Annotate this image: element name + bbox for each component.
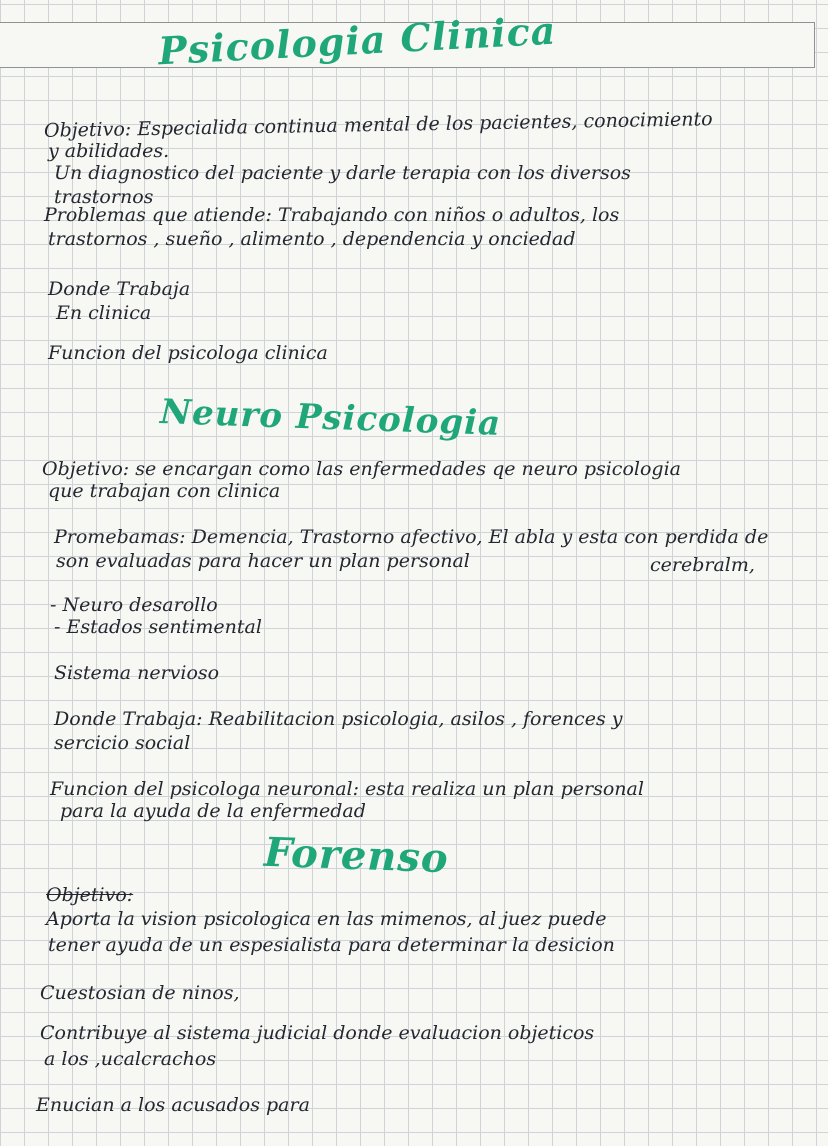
s3-objetivo: Objetivo: (46, 884, 134, 906)
s2-neuro-desarollo: - Neuro desarollo (50, 594, 218, 616)
s3-enucian: Enucian a los acusados para (36, 1094, 310, 1116)
s3-cuestosian: Cuestosian de ninos, (40, 982, 240, 1004)
s2-problemas: Promebamas: Demencia, Trastorno afectivo, El abla y esta con perdida de (54, 526, 769, 548)
s2-trabajan: que trabajan con clinica (48, 480, 281, 502)
s2-cerebral: cerebralm, (650, 554, 755, 576)
s2-evaluadas: son evaluadas para hacer un plan personal (56, 550, 470, 572)
s2-estados: - Estados sentimental (54, 616, 262, 638)
s3-contribuye: Contribuye al sistema judicial donde evaluacion objeticos (40, 1022, 595, 1044)
s2-donde-trabaja: Donde Trabaja: Reabilitacion psicologia, asilos , forences y (54, 708, 623, 730)
s1-donde-trabaja: Donde Trabaja (48, 278, 191, 300)
title-psicologia-clinica: Psicologia Clinica (157, 7, 558, 74)
s1-trastornos-list: trastornos , sueño , alimento , dependencia y onciedad (48, 228, 576, 250)
s1-problemas: Problemas que atiende: Trabajando con niños o adultos, los (44, 204, 620, 226)
s1-objetivo: Objetivo: Especialida continua mental de los pacientes, conocimiento (43, 108, 713, 142)
s2-ayuda: para la ayuda de la enfermedad (60, 800, 366, 822)
s1-funcion: Funcion del psicologa clinica (48, 342, 328, 364)
title-neuro-psicologia: Neuro Psicologia (159, 392, 502, 444)
s2-funcion: Funcion del psicologa neuronal: esta realiza un plan personal (50, 778, 644, 800)
s1-en-clinica: En clinica (56, 302, 152, 324)
title-forenso: Forenso (263, 828, 450, 883)
s1-trastornos: trastornos (54, 186, 154, 208)
s3-ucalcrachos: a los ,ucalcrachos (44, 1048, 217, 1070)
s1-habilidades: y abilidades. (48, 140, 170, 162)
s2-sistema: Sistema nervioso (54, 662, 220, 684)
s2-servicio: sercicio social (54, 732, 191, 754)
s2-objetivo: Objetivo: se encargan como las enfermedades qe neuro psicologia (42, 458, 681, 480)
s1-diagnostico: Un diagnostico del paciente y darle terapia con los diversos (54, 162, 631, 184)
s3-tener-ayuda: tener ayuda de un espesialista para determinar la desicion (48, 934, 615, 956)
s3-aporta: Aporta la vision psicologica en las mimenos, al juez puede (46, 908, 607, 930)
